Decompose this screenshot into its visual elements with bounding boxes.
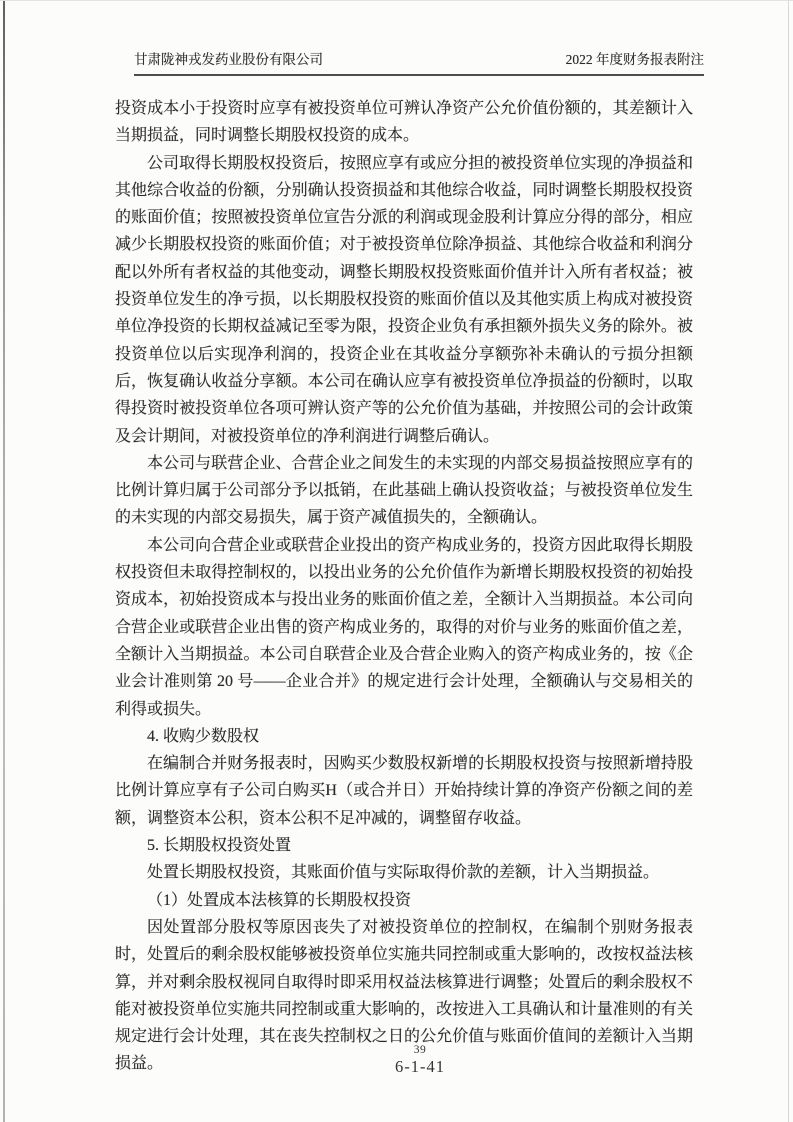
paragraph: 处置长期股权投资，其账面价值与实际取得价款的差额，计入当期损益。: [147, 864, 660, 882]
page-code: 6-1-41: [395, 1057, 445, 1076]
paragraph: 在编制合并财务报表时，因购买少数股权新增的长期股权投资与按照新增持股比例计算应享有子公司白购买H（或合并日）开始持续计算的净资产份额之间的差额，调整资本公积，资本公积不足冲减的，调整留存收益。: [115, 755, 693, 827]
paragraph: 本公司向合营企业或联营企业投出的资产构成业务的，投资方因此取得长期股权投资但未取得控制权的，以投出业务的公允价值作为新增长期股权投资的初始投资成本，初始投资成本与投出业务的账面价值之差，全额计入当期损益。本公司向合营企业或联营企业出售的资产构成业务的，取得的对价与业务的账面价值之差，全额计入当期损益。本公司自联营企业及合营企业购入的资产构成业务的，按《企业会计准则第 20 号——企业合并》的规定进行会计处理，全额确认与交易相关的利得或损失。: [115, 536, 693, 718]
company-name: 甘肃陇神戎发药业股份有限公司: [134, 52, 323, 67]
paragraph: 投资成本小于投资时应享有被投资单位可辨认净资产公允价值份额的，其差额计入当期损益，同时调整长期股权投资的成本。: [115, 100, 693, 145]
paragraph: 因处置部分股权等原因丧失了对被投资单位的控制权，在编制个别财务报表时，处置后的剩余股权能够被投资单位实施共同控制或重大影响的，改按权益法核算，并对剩余股权视同自取得时即采用权益法核算进行调整；处置后的剩余股权不能对被投资单位实施共同控制或重大影响的，改按进入工具确认和计量准则的有关规定进行会计处理，其在丧失控制权之日的公允价值与账面价值间的差额计入当期损益。: [115, 918, 693, 1073]
scan-edge-right: [788, 0, 789, 1122]
report-title: 2022 年度财务报表附注: [565, 52, 704, 67]
section-heading-disposal-of-lt-equity-investment: 5. 长期股权投资处置: [147, 837, 292, 855]
document-body: [115, 95, 693, 1078]
page-footer: [115, 1044, 725, 1077]
subsection-heading-cost-method: （1）处置成本法核算的长期股权投资: [147, 891, 412, 909]
page-header: [134, 51, 704, 76]
section-heading-acquire-minority-interest: 4. 收购少数股权: [147, 727, 260, 745]
scan-edge-top: [0, 0, 793, 1]
scan-edge-left: [3, 0, 5, 1122]
page-number: 39: [413, 1044, 427, 1056]
paragraph: 本公司与联营企业、合营企业之间发生的未实现的内部交易损益按照应享有的比例计算归属于公司部分予以抵销，在此基础上确认投资收益；与被投资单位发生的未实现的内部交易损失，属于资产减值损失的，全额确认。: [115, 454, 693, 527]
paragraph: 公司取得长期股权投资后，按照应享有或应分担的被投资单位实现的净损益和其他综合收益的份额，分别确认投资损益和其他综合收益，同时调整长期股权投资的账面价值；按照被投资单位宣告分派的利润或现金股利计算应分得的部分，相应减少长期股权投资的账面价值；对于被投资单位除净损益、其他综合收益和利润分配以外所有者权益的其他变动，调整长期股权投资账面价值并计入所有者权益；被投资单位发生的净亏损，以长期股权投资的账面价值以及其他实质上构成对被投资单位净投资的长期权益减记至零为限，投资企业负有承担额外损失义务的除外。被投资单位以后实现净利润的，投资企业在其收益分享额弥补未确认的亏损分担额后，恢复确认收益分享额。本公司在确认应享有被投资单位净损益的份额时，以取得投资时被投资单位各项可辨认资产等的公允价值为基础，并按照公司的会计政策及会计期间，对被投资单位的净利润进行调整后确认。: [115, 154, 693, 445]
